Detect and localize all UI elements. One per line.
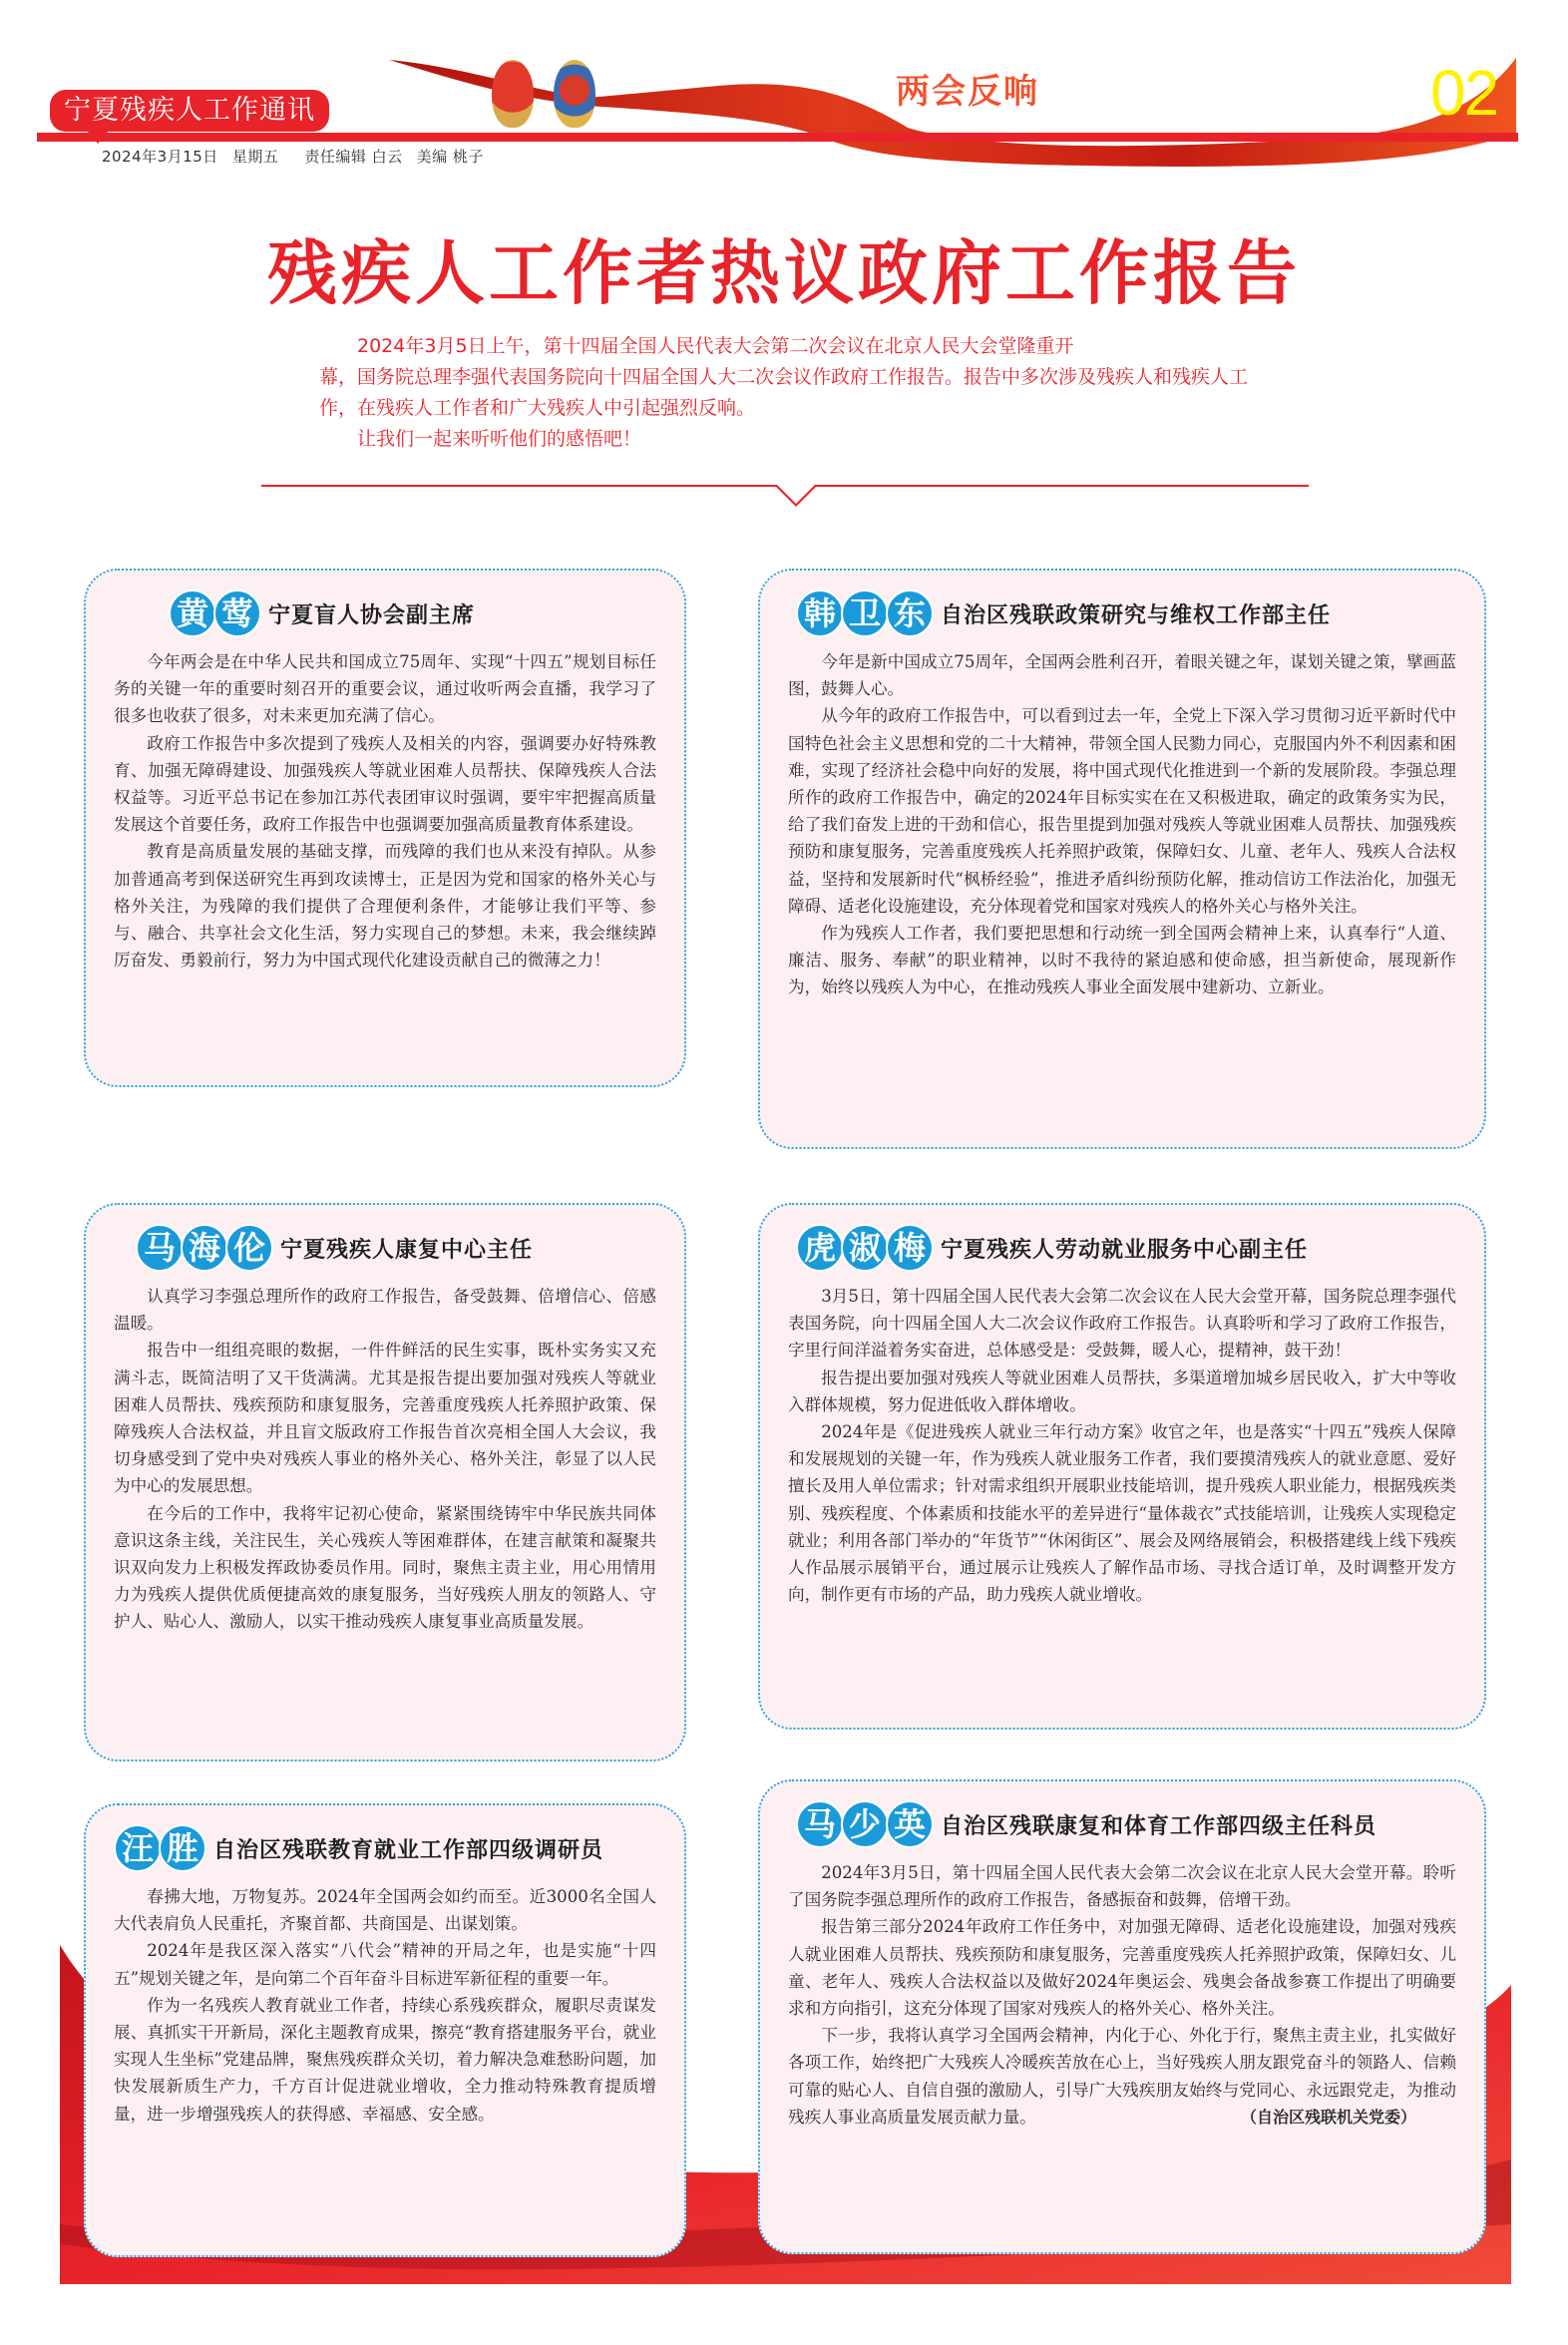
paragraph: 报告第三部分2024年政府工作任务中，对加强无障碍、适老化设施建设，加强对残疾人就业困难人员帮扶、残疾预防和康复服务，完善重度残疾人托养照护政策，保障妇女、儿童、老年人、残疾人合法权益以及做好2024年奥运会、残奥会备战参赛工作提出了明确要求和方向指引，这充分体现了国家对残疾人的格外关心、格外关注。: [788, 1917, 1456, 2019]
name-char: 梅: [886, 1224, 934, 1272]
name-char: 英: [886, 1800, 934, 1848]
person-name: [114, 1824, 203, 1872]
card-header: [788, 1213, 1456, 1283]
paragraph: 今年两会是在中华人民共和国成立75周年、实现“十四五”规划目标任务的关键一年的重要时刻召开的重要会议，通过收听两会直播，我学习了很多也收获了很多，对未来更加充满了信心。: [114, 652, 656, 726]
interview-card: [758, 569, 1486, 1149]
paragraph: 3月5日，第十四届全国人民代表大会第二次会议在人民大会堂开幕，国务院总理李强代表国务院，向十四届全国人大二次会议作政府工作报告。认真聆听和学习了政府工作报告，字里行间洋溢着务实奋进，总体感受是：受鼓舞，暖人心，提精神，鼓干劲！: [788, 1287, 1456, 1361]
lead-line: 幕，国务院总理李强代表国务院向十四届全国人大二次会议作政府工作报告。报告中多次涉及残疾人和残疾人工作，在残疾人工作者和广大残疾人中引起强烈反响。: [319, 366, 1249, 419]
paragraph: 作为残疾人工作者，我们要把思想和行动统一到全国两会精神上来，认真奉行“人道、廉洁、服务、奉献”的职业精神，以时不我待的紧迫感和使命感，担当新使命，展现新作为，始终以残疾人为中心，在推动残疾人事业全面发展中建新功、立新业。: [788, 924, 1456, 997]
paragraph: 在今后的工作中，我将牢记初心使命，紧紧围绕铸牢中华民族共同体意识这条主线，关注民生，关心残疾人等困难群体，在建言献策和凝聚共识双向发力上积极发挥政协委员作用。同时，聚焦主责主业，用心用情用力为残疾人提供优质便捷高效的康复服务，当好残疾人朋友的领路人、守护人、贴心人、激励人，以实干推动残疾人康复事业高质量发展。: [114, 1503, 656, 1632]
paragraph: 作为一名残疾人教育就业工作者，持续心系残疾群众，履职尽责谋发展、真抓实干开新局，深化主题教育成果，擦亮“教育搭建服务平台，就业实现人生坐标”党建品牌，聚焦残疾群众关切，着力解决急难愁盼问题，加快发展新质生产力，千方百计促进就业增收，全力推动特殊教育提质增量，进一步增强残疾人的获得感、幸福感、安全感。: [114, 1995, 656, 2124]
editor-credit: 责任编辑 白云: [304, 148, 403, 166]
card-header: [114, 1813, 656, 1883]
card-header: [788, 579, 1456, 648]
interview-card: [758, 1203, 1486, 1730]
designer-credit: 美编 桃子: [416, 148, 484, 166]
name-char: 伦: [225, 1224, 273, 1272]
person-name: [796, 1224, 931, 1272]
paragraph: 认真学习李强总理所作的政府工作报告，备受鼓舞、倍增信心、倍感温暖。: [114, 1287, 656, 1334]
name-char: 黄: [169, 589, 216, 637]
publication-masthead: 宁夏残疾人工作通讯: [50, 90, 329, 132]
paragraph: 今年是新中国成立75周年，全国两会胜利召开，着眼关键之年，谋划关键之策，擘画蓝图，鼓舞人心。: [788, 652, 1456, 699]
name-char: 东: [886, 589, 934, 637]
card-header: [788, 1789, 1456, 1859]
paragraph: 春拂大地，万物复苏。2024年全国两会如约而至。近3000名全国人大代表肩负人民重托，齐聚首都、共商国是、出谋划策。: [114, 1887, 656, 1934]
name-char: 汪: [114, 1824, 162, 1872]
name-char: 胜: [159, 1824, 206, 1872]
paragraph: 从今年的政府工作报告中，可以看到过去一年，全党上下深入学习贯彻习近平新时代中国特色社会主义思想和党的二十大精神，带领全国人民勠力同心，克服国内外不利因素和困难，实现了经济社会稳中向好的发展，将中国式现代化推进到一个新的发展阶段。李强总理所作的政府工作报告中，确定的2024年目标实实在在又积极进取，确定的政策务实为民，给了我们奋发上进的干劲和信心，报告里提到加强对残疾人等就业困难人员帮扶、加强残疾预防和康复服务，完善重度残疾人托养照护政策，保障妇女、儿童、老年人、残疾人合法权益，坚持和发展新时代“枫桥经验”，推进矛盾纠纷预防化解，推动信访工作法治化，加强无障碍、适老化设施建设，充分体现着党和国家对残疾人的格外关心与格外关注。: [788, 706, 1456, 916]
paragraph: 教育是高质量发展的基础支撑，而残障的我们也从来没有掉队。从参加普通高考到保送研究生再到攻读博士，正是因为党和国家的格外关心与格外关注，为残障的我们提供了合理便利条件，才能够让我们平等、参与、融合、共享社会文化生活，努力实现自己的梦想。未来，我会继续踔厉奋发、勇毅前行，努力为中国式现代化建设贡献自己的微薄之力！: [114, 842, 656, 971]
paragraph: 报告中一组组亮眼的数据，一件件鲜活的民生实事，既朴实务实又充满斗志，既简洁明了又干货满满。尤其是报告提出要加强对残疾人等就业困难人员帮扶、残疾预防和康复服务，完善重度残疾人托养照护政策、保障残疾人合法权益，并且盲文版政府工作报告首次亮相全国人大会议，我切身感受到了党中央对残疾人事业的格外关心、格外关注，彰显了以人民为中心的发展思想。: [114, 1341, 656, 1496]
interview-card: [758, 1779, 1486, 2254]
name-char: 海: [181, 1224, 228, 1272]
interview-card: [84, 1203, 686, 1761]
paragraph: 报告提出要加强对残疾人等就业困难人员帮扶，多渠道增加城乡居民收入，扩大中等收入群体规模，努力促进低收入群体增收。: [788, 1368, 1456, 1414]
card-header: [114, 579, 656, 648]
article-signoff: （自治区残联机关党委）: [1240, 2108, 1416, 2128]
paragraph: 2024年是《促进残疾人就业三年行动方案》收官之年，也是落实“十四五”残疾人保障和发展规划的关键一年，作为残疾人就业服务工作者，我们要摸清残疾人的就业意愿、爱好擅长及用人单位需求；针对需求组织开展职业技能培训，提升残疾人职业能力，根据残疾类别、残疾程度、个体素质和技能水平的差异进行“量体裁衣”式技能培训，让残疾人实现稳定就业；利用各部门举办的“年货节”“休闲街区”、展会及网络展销会，积极搭建线上线下残疾人作品展示展销平台，通过展示让残疾人了解作品市场、寻找合适订单，及时调整开发方向，制作更有市场的产品，助力残疾人就业增收。: [788, 1422, 1456, 1605]
name-char: 莺: [213, 589, 261, 637]
cppcc-emblem-icon: [554, 60, 595, 128]
name-char: 马: [796, 1800, 844, 1848]
issue-weekday: 星期五: [231, 148, 279, 166]
card-body: [788, 648, 1456, 1001]
issue-date: 2024年3月15日: [102, 148, 218, 166]
lead-line: 让我们一起来听听他们的感悟吧！: [357, 428, 642, 450]
issue-meta: [102, 146, 498, 167]
person-name: [136, 1224, 270, 1272]
person-name: [796, 1800, 931, 1848]
card-body: [788, 1859, 1456, 2131]
interview-card: [84, 569, 686, 1087]
page-number: 02: [1430, 57, 1498, 129]
person-role: 自治区残联康复和体育工作部四级主任科员: [941, 1813, 1377, 1839]
person-role: 自治区残联教育就业工作部四级调研员: [213, 1837, 604, 1863]
paragraph: 2024年是我区深入落实“八代会”精神的开局之年，也是实施“十四五”规划关键之年，是向第二个百年奋斗目标进军新征程的重要一年。: [114, 1941, 656, 1988]
card-body: [114, 648, 656, 974]
article-title: 残疾人工作者热议政府工作报告: [267, 232, 1301, 314]
card-body: [114, 1283, 656, 1636]
article-lead: [319, 331, 1257, 455]
person-role: 宁夏盲人协会副主席: [268, 602, 476, 628]
paragraph: 下一步，我将认真学习全国两会精神，内化于心、外化于行，聚焦主责主业，扎实做好各项工作，始终把广大残疾人冷暖疾苦放在心上，当好残疾人朋友跟党奋斗的领路人、信赖可靠的贴心人、自信自强的激励人，引导广大残疾朋友始终与党同心、永远跟党走，为推动残疾人事业高质量发展贡献力量。: [788, 2026, 1456, 2127]
card-body: [114, 1883, 656, 2128]
interview-card: [84, 1803, 686, 2257]
paragraph: 政府工作报告中多次提到了残疾人及相关的内容，强调要办好特殊教育、加强无障碍建设、加强残疾人等就业困难人员帮扶、保障残疾人合法权益等。习近平总书记在参加江苏代表团审议时强调，要牢牢把握高质量发展这个首要任务，政府工作报告中也强调要加强高质量教育体系建设。: [114, 733, 656, 835]
name-char: 马: [136, 1224, 184, 1272]
person-name: [796, 589, 931, 637]
section-title: 两会反响: [896, 72, 1039, 112]
name-char: 虎: [796, 1224, 844, 1272]
person-name: [169, 589, 258, 637]
card-body: [788, 1283, 1456, 1608]
name-char: 少: [841, 1800, 889, 1848]
name-char: 淑: [841, 1224, 889, 1272]
national-emblem-icon: [492, 60, 534, 128]
paragraph: 2024年3月5日，第十四届全国人民代表大会第二次会议在北京人民大会堂开幕。聆听了国务院李强总理所作的政府工作报告，备感振奋和鼓舞，倍增干劲。: [788, 1863, 1456, 1910]
card-header: [114, 1213, 656, 1283]
name-char: 韩: [796, 589, 844, 637]
lead-line: 2024年3月5日上午，第十四届全国人民代表大会第二次会议在北京人民大会堂隆重开: [357, 335, 1074, 357]
person-role: 自治区残联政策研究与维权工作部主任: [941, 602, 1332, 628]
person-role: 宁夏残疾人康复中心主任: [280, 1237, 534, 1263]
header-rule: [37, 133, 1518, 142]
divider-notch-inner: [777, 485, 815, 504]
name-char: 卫: [841, 589, 889, 637]
person-role: 宁夏残疾人劳动就业服务中心副主任: [941, 1237, 1309, 1263]
